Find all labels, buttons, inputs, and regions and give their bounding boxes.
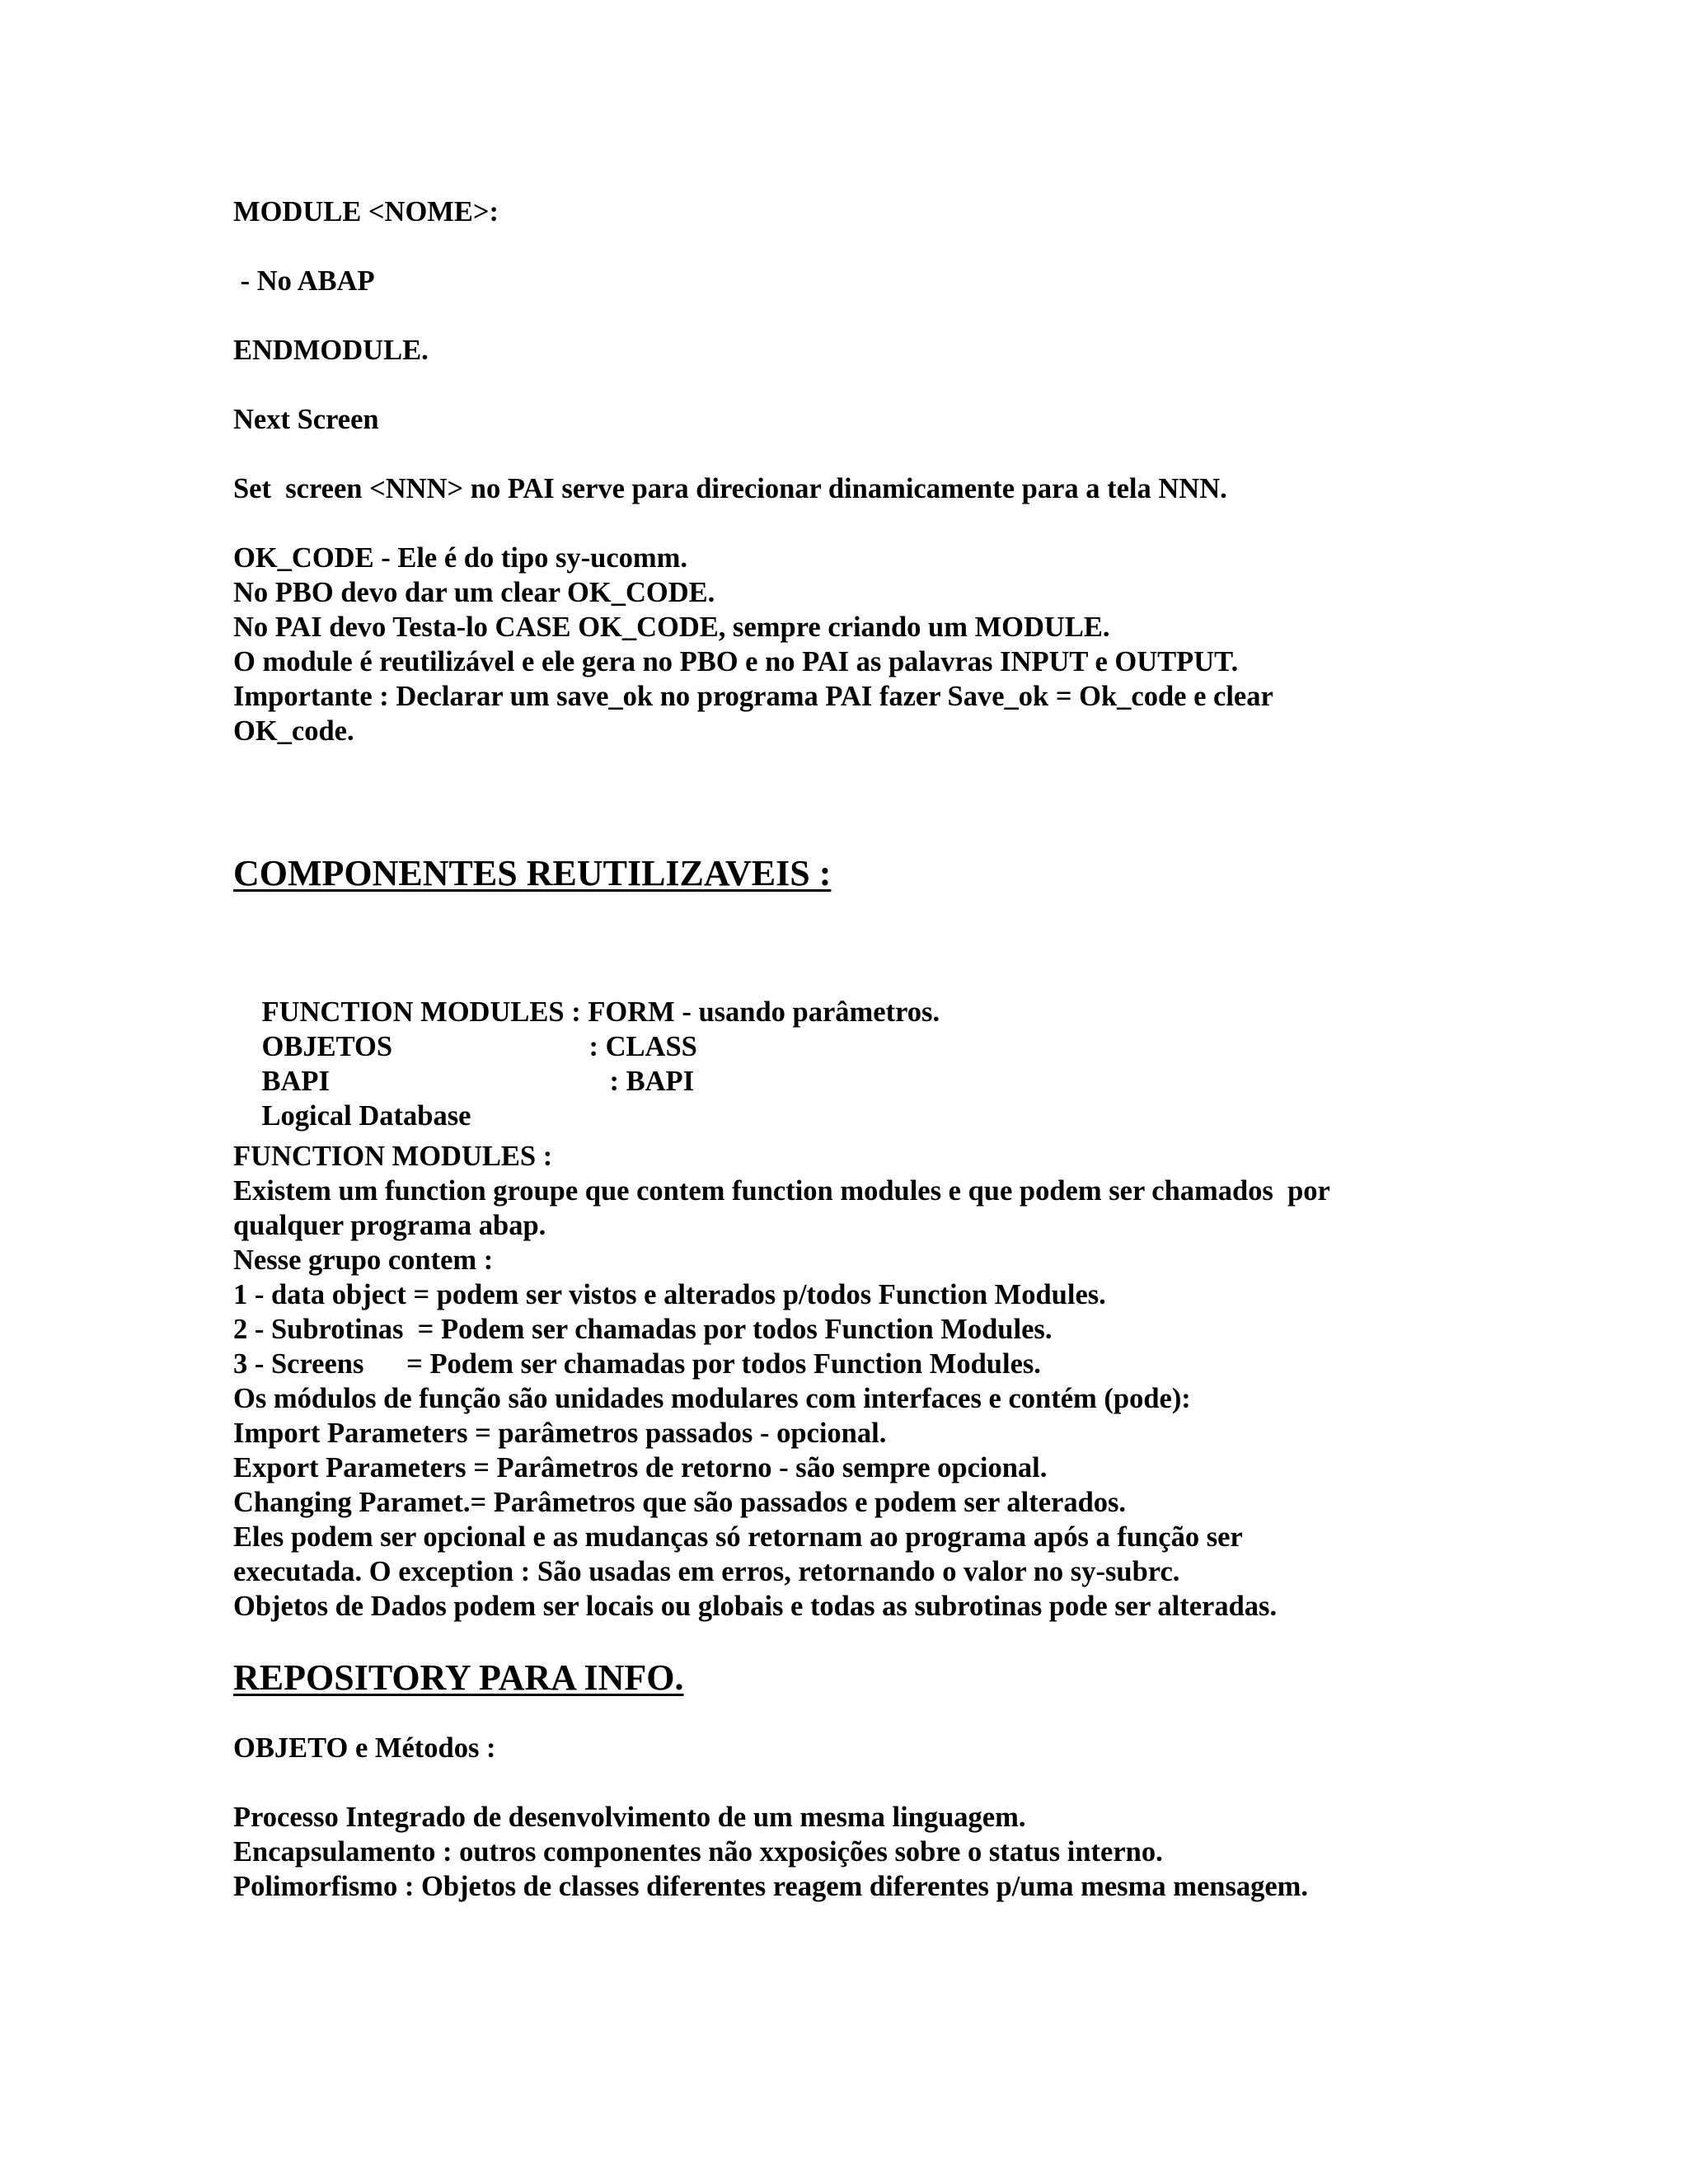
function-modules-line: Export Parameters = Parâmetros de retorno - são sempre opcional. (233, 1452, 1048, 1483)
endmodule-line: ENDMODULE. (233, 335, 429, 366)
ok-code-line: Importante : Declarar um save_ok no programa PAI fazer Save_ok = Ok_code e clear (233, 681, 1273, 712)
objeto-line: Polimorfismo : Objetos de classes diferentes reagem diferentes p/uma mesma mensagem. (233, 1871, 1309, 1902)
function-modules-line: Import Parameters = parâmetros passados - opcional. (233, 1418, 887, 1449)
function-modules-line: Nesse grupo contem : (233, 1244, 494, 1276)
function-modules-line: Changing Paramet.= Parâmetros que são passados e podem ser alterados. (233, 1487, 1127, 1518)
function-modules-line: Eles podem ser opcional e as mudanças só retornam ao programa após a função ser (233, 1521, 1243, 1553)
function-modules-line: 3 - Screens = Podem ser chamadas por todos Function Modules. (233, 1348, 1041, 1380)
no-abap-line: - No ABAP (233, 265, 375, 297)
ok-code-line: No PBO devo dar um clear OK_CODE. (233, 577, 715, 608)
function-modules-line: 2 - Subrotinas = Podem ser chamadas por todos Function Modules. (233, 1314, 1053, 1345)
ok-code-line: O module é reutilizável e ele gera no PBO e no PAI as palavras INPUT e OUTPUT. (233, 646, 1239, 677)
component-term: FUNCTION MODULES (261, 996, 565, 1028)
objeto-line: Encapsulamento : outros componentes não xxposições sobre o status interno. (233, 1836, 1163, 1868)
section-heading-componentes: COMPONENTES REUTILIZAVEIS : (233, 853, 832, 893)
ok-code-line: OK_code. (233, 715, 354, 747)
component-desc: : CLASS (588, 1030, 697, 1062)
component-term: Logical Database (261, 1099, 471, 1132)
objeto-line: Processo Integrado de desenvolvimento de um mesma linguagem. (233, 1802, 1026, 1833)
set-screen-line: Set screen <NNN> no PAI serve para direcionar dinamicamente para a tela NNN. (233, 473, 1227, 504)
function-modules-title: FUNCTION MODULES : (233, 1141, 553, 1172)
ok-code-line: OK_CODE - Ele é do tipo sy-ucomm. (233, 542, 688, 574)
function-modules-line: Os módulos de função são unidades modulares com interfaces e contém (pode): (233, 1383, 1191, 1414)
next-screen-line: Next Screen (233, 404, 379, 435)
function-modules-line: executada. O exception : São usadas em erros, retornando o valor no sy-subrc. (233, 1556, 1180, 1587)
section-heading-repository: REPOSITORY PARA INFO. (233, 1657, 684, 1698)
component-term: OBJETOS (261, 1030, 393, 1062)
component-desc: : FORM - usando parâmetros. (564, 996, 940, 1028)
ok-code-line: No PAI devo Testa-lo CASE OK_CODE, sempre criando um MODULE. (233, 612, 1110, 643)
function-modules-line: Objetos de Dados podem ser locais ou globais e todas as subrotinas pode ser alteradas. (233, 1591, 1278, 1622)
objeto-title: OBJETO e Métodos : (233, 1732, 496, 1764)
component-term: BAPI (261, 1065, 330, 1097)
function-modules-line: Existem um function groupe que contem function modules e que podem ser chamados por (233, 1175, 1330, 1207)
module-line: MODULE <NOME>: (233, 196, 499, 227)
function-modules-line: 1 - data object = podem ser vistos e alterados p/todos Function Modules. (233, 1279, 1106, 1310)
component-desc: : BAPI (609, 1065, 695, 1097)
function-modules-line: qualquer programa abap. (233, 1210, 546, 1241)
